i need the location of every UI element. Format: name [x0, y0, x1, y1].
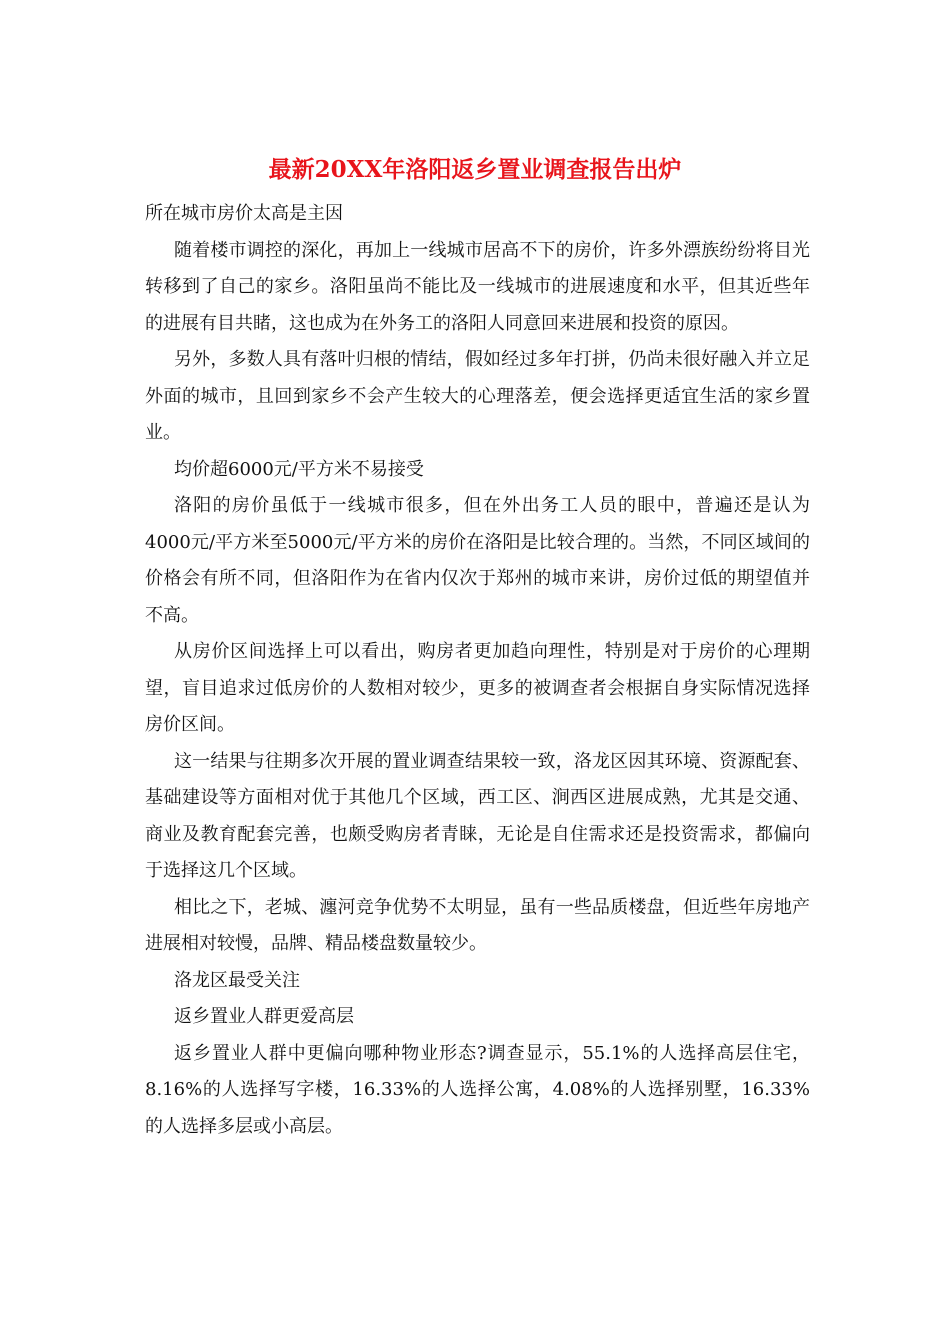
section-heading: 洛龙区最受关注 [174, 969, 300, 991]
document-body [145, 196, 810, 1145]
paragraph: 返乡置业人群中更偏向哪种物业形态?调查显示，55.1%的人选择高层住宅，8.16%的人选择写字楼，16.33%的人选择公寓，4.08%的人选择别墅，16.33%的人选择多层或小高层。 [145, 1042, 810, 1137]
paragraph: 洛阳的房价虽低于一线城市很多，但在外出务工人员的眼中，普遍还是认为4000元/平方米至5000元/平方米的房价在洛阳是比较合理的。当然，不同区域间的价格会有所不同，但洛阳作为在省内仅次于郑州的城市来讲，房价过低的期望值并不高。 [145, 495, 810, 626]
paragraph: 从房价区间选择上可以看出，购房者更加趋向理性，特别是对于房价的心理期望，盲目追求过低房价的人数相对较少，更多的被调查者会根据自身实际情况选择房价区间。 [145, 641, 810, 735]
paragraph: 这一结果与往期多次开展的置业调查结果较一致，洛龙区因其环境、资源配套、基础建设等方面相对优于其他几个区域，西工区、涧西区进展成熟，尤其是交通、商业及教育配套完善，也颇受购房者青睐，无论是自住需求还是投资需求，都偏向于选择这几个区域。 [145, 750, 810, 881]
document-title: 最新20XX年洛阳返乡置业调查报告出炉 [268, 156, 682, 183]
section-heading: 均价超6000元/平方米不易接受 [174, 458, 424, 480]
paragraph: 另外，多数人具有落叶归根的情结，假如经过多年打拼，仍尚未很好融入并立足外面的城市，且回到家乡不会产生较大的心理落差，便会选择更适宜生活的家乡置业。 [145, 349, 810, 443]
section-heading: 所在城市房价太高是主因 [145, 203, 343, 224]
paragraph: 相比之下，老城、瀍河竞争优势不太明显，虽有一些品质楼盘，但近些年房地产进展相对较慢，品牌、精品楼盘数量较少。 [145, 896, 810, 954]
paragraph: 随着楼市调控的深化，再加上一线城市居高不下的房价，许多外漂族纷纷将目光转移到了自己的家乡。洛阳虽尚不能比及一线城市的进展速度和水平，但其近些年的进展有目共睹，这也成为在外务工的洛阳人同意回来进展和投资的原因。 [145, 239, 810, 334]
section-heading: 返乡置业人群更爱高层 [174, 1006, 354, 1027]
